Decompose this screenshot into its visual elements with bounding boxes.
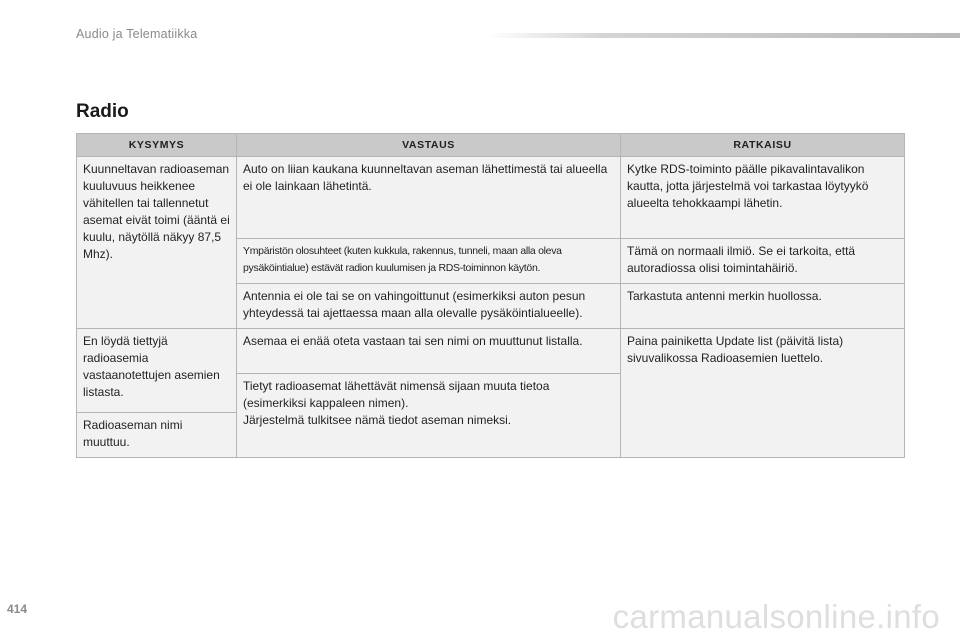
solution-cell: Paina painiketta Update list (päivitä lista) sivuvalikossa Radioasemien luettelo. (621, 329, 905, 458)
answer-cell: Auto on liian kaukana kuunneltavan aseman lähettimestä tai alueella ei ole lainkaan lähetintä. (237, 157, 621, 239)
answer-cell (237, 374, 621, 458)
column-header-solution: RATKAISU (621, 134, 905, 157)
table-row (77, 157, 905, 239)
column-header-answer: VASTAUS (237, 134, 621, 157)
question-cell: Radioaseman nimi muuttuu. (77, 413, 237, 458)
page-number: 414 (7, 602, 28, 616)
question-cell: Kuunneltavan radioaseman kuuluvuus heikkenee vähitellen tai tallennetut asemat eivät toimi (ääntä ei kuulu, näytöllä näkyy 87,5 Mhz). (77, 157, 237, 329)
table-row (77, 329, 905, 374)
section-header: Audio ja Telematiikka (76, 27, 198, 41)
solution-cell: Kytke RDS-toiminto päälle pikavalintavalikon kautta, jotta järjestelmä voi tarkastaa löytyykö alueelta tehokkaampi lähetin. (621, 157, 905, 239)
watermark: carmanualsonline.info (612, 598, 940, 635)
header-rule (486, 33, 960, 38)
faq-table (76, 133, 905, 458)
answer-line: Tietyt radioasemat lähettävät nimensä sijaan muuta tietoa (esimerkiksi kappaleen nimen). (243, 379, 550, 410)
answer-line: Järjestelmä tulkitsee nämä tiedot aseman nimeksi. (243, 413, 512, 427)
answer-cell: Antennia ei ole tai se on vahingoittunut (esimerkiksi auton pesun yhteydessä tai ajettaessa maan alla olevalle pysäköintialueelle). (237, 284, 621, 329)
column-header-question: KYSYMYS (77, 134, 237, 157)
table-header-row (77, 134, 905, 157)
page-title: Radio (76, 101, 129, 122)
question-cell: En löydä tiettyjä radioasemia vastaanotettujen asemien listasta. (77, 329, 237, 413)
solution-cell: Tämä on normaali ilmiö. Se ei tarkoita, että autoradiossa olisi toimintahäiriö. (621, 239, 905, 284)
answer-cell: Ympäristön olosuhteet (kuten kukkula, rakennus, tunneli, maan alla oleva pysäköintialue) estävät radion kuulumisen ja RDS-toiminnon käytön. (237, 239, 621, 284)
solution-cell: Tarkastuta antenni merkin huollossa. (621, 284, 905, 329)
answer-cell: Asemaa ei enää oteta vastaan tai sen nimi on muuttunut listalla. (237, 329, 621, 374)
